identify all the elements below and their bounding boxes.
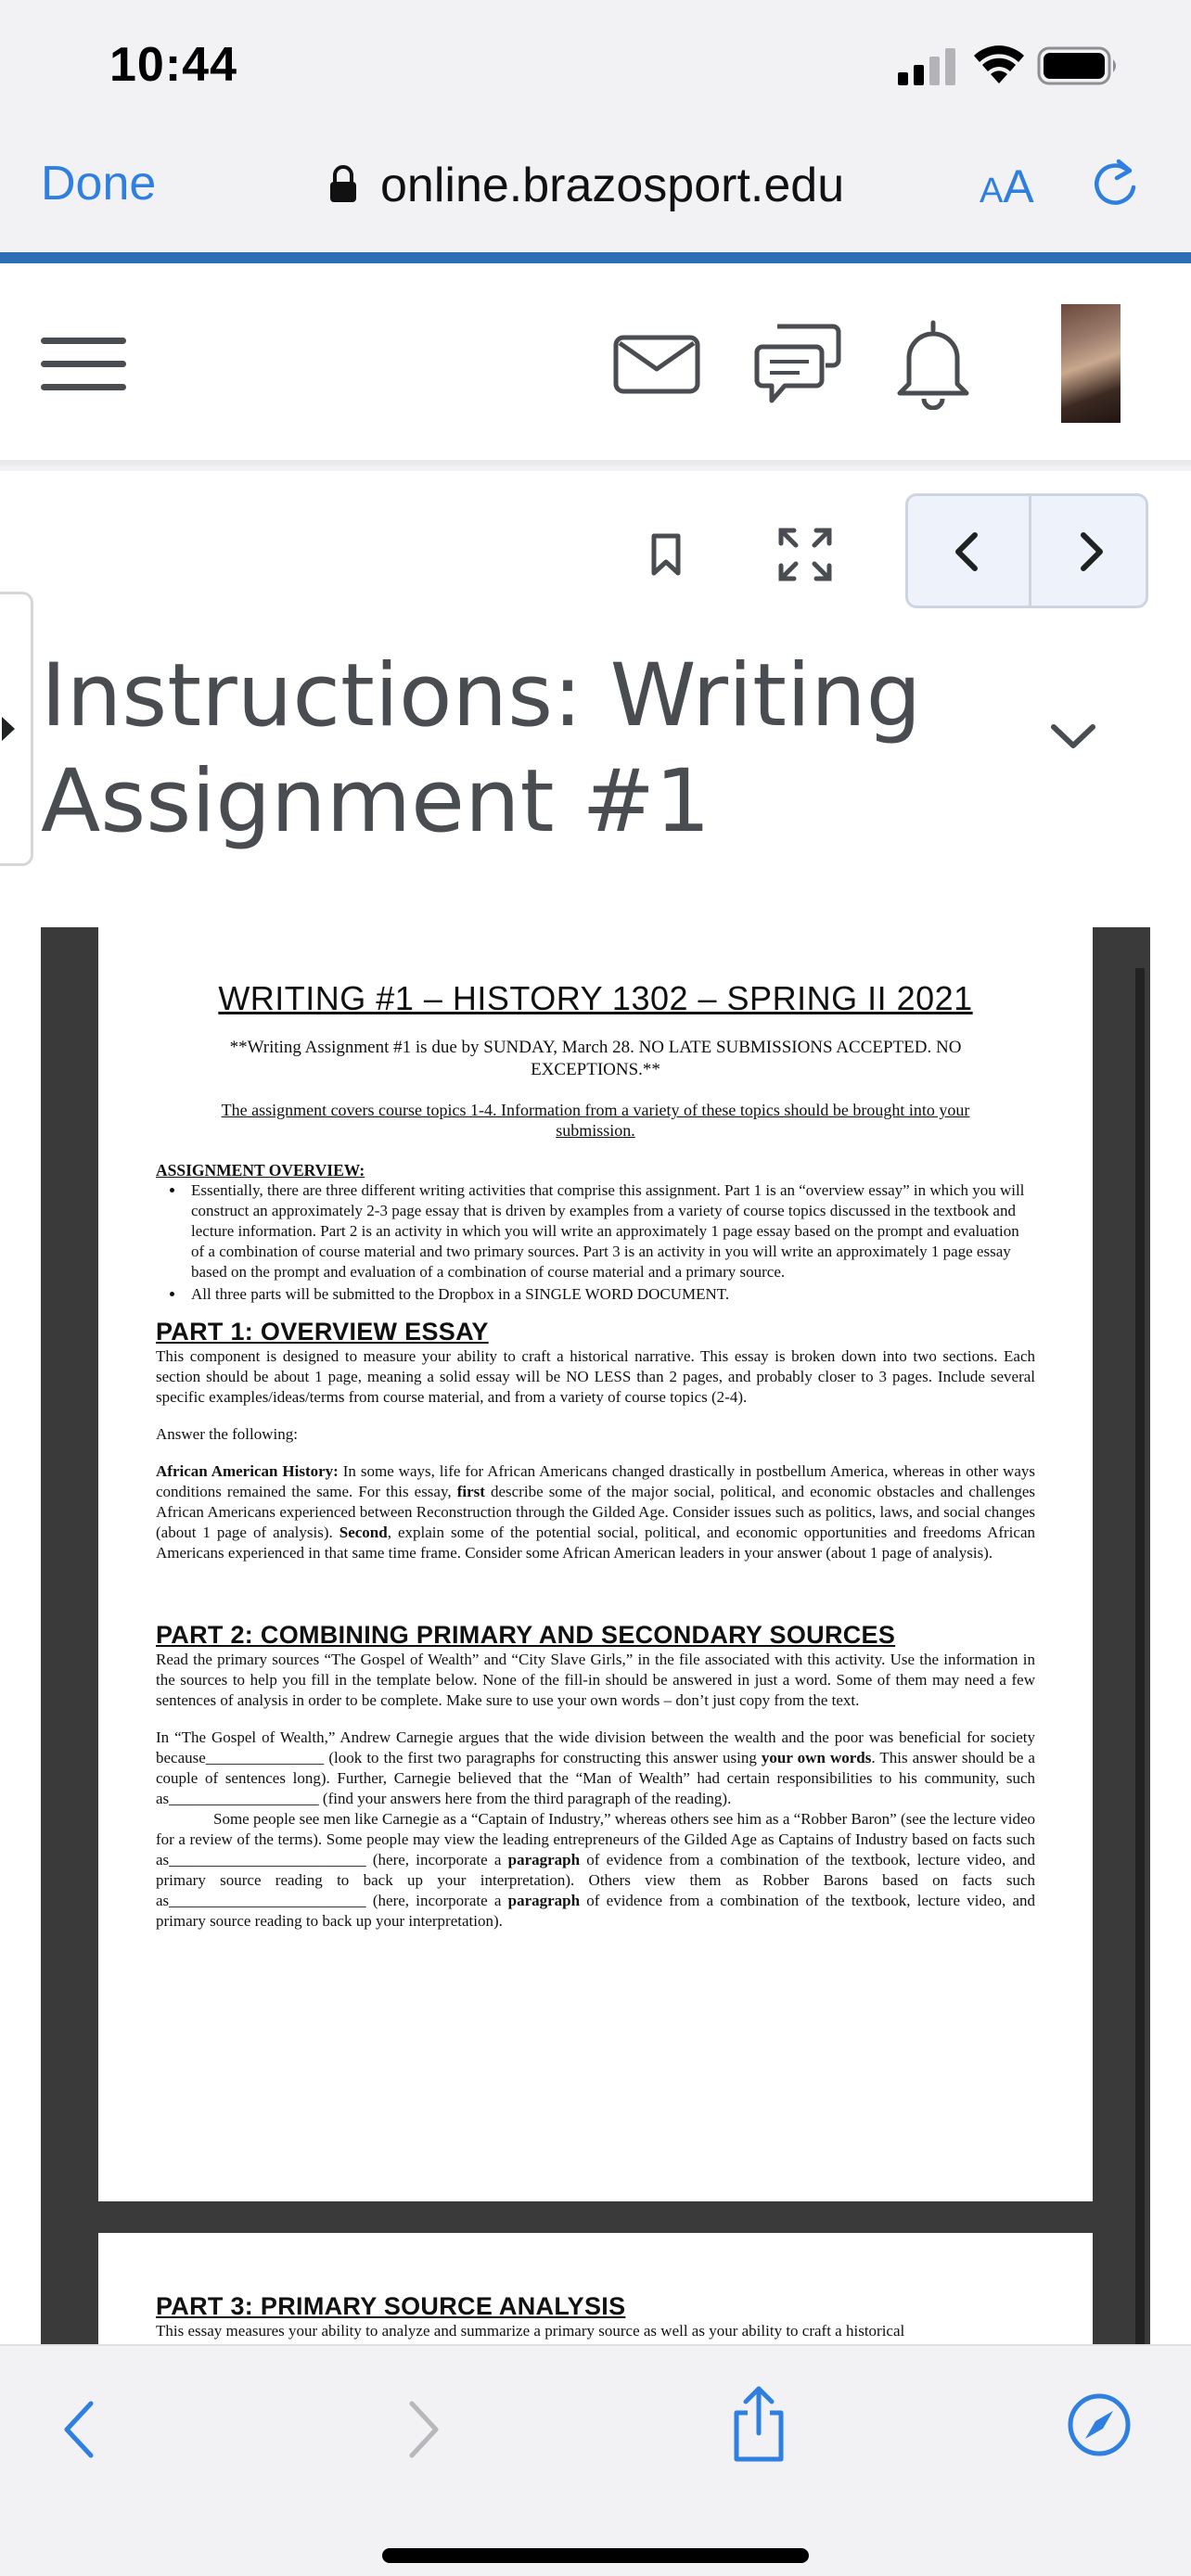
- template-text: Some people see men like Carnegie as a “Captain of Industry,” whereas others see him as a “Robber Baron” (see the lecture video for a review of the terms). Some people may view the leading entrepreneurs of the Gilded Age as Captains of Industry based on facts such as_________________________ (here, incorporate a: [156, 1810, 1035, 1868]
- bookmark-icon[interactable]: [649, 532, 683, 577]
- menu-button[interactable]: [41, 338, 126, 393]
- menu-bar: [41, 361, 126, 367]
- text-size-button[interactable]: [980, 159, 1034, 213]
- overview-list: [186, 1180, 1035, 1305]
- chevron-down-icon[interactable]: [1048, 721, 1098, 753]
- status-bar: [0, 0, 1191, 130]
- lock-icon: [328, 163, 358, 204]
- template-text: of evidence from a combination of the textbook, lecture video, and primary source reading to back up your interpretation).: [156, 1892, 1035, 1930]
- battery-icon: [1037, 46, 1121, 85]
- part3-intro: This essay measures your ability to analyze and summarize a primary source as well as your ability to craft a historical: [156, 2322, 905, 2340]
- part2-template-paragraph: [156, 1728, 1035, 1809]
- home-indicator: [382, 2548, 809, 2563]
- overview-item: • Essentially, there are three different writing activities that comprise this assignment. Part 1 is an “overview essay” in which you will construct an approximately 2-3 page essay that is driven by examples from a variety of course topics discussed in the textbook and lecture information. Part 2 is an activity in which you will write an approximately 1 page essay based on the prompt and evaluation of a combination of course material and two primary sources. Part 3 is an activity in you will write an approximately 1 page essay based on the prompt and evaluation of a combination of course material and a primary source.: [186, 1180, 1035, 1282]
- template-emphasis: paragraph: [507, 1851, 581, 1868]
- part1-prompt: [156, 1461, 1035, 1563]
- overview-item: • All three parts will be submitted to the Dropbox in a SINGLE WORD DOCUMENT.: [186, 1284, 1035, 1305]
- lms-navbar: [0, 263, 1191, 465]
- prompt-text: , explain some of the potential social, political, and economic opportunities and freedoms African Americans experienced in that same time frame. Consider some African American leaders in your answer (about 1 page of analysis).: [156, 1524, 1035, 1562]
- cellular-signal-icon: [898, 48, 957, 85]
- template-emphasis: paragraph: [507, 1892, 581, 1909]
- page-title: Instructions: Writing Assignment #1: [41, 645, 922, 852]
- reload-icon[interactable]: [1091, 158, 1143, 213]
- viewer-scrollbar[interactable]: [1135, 968, 1145, 2344]
- user-avatar[interactable]: [1061, 304, 1121, 423]
- text-size-large-label: A: [1003, 160, 1034, 212]
- bell-icon[interactable]: [894, 317, 972, 410]
- template-emphasis: your own words: [761, 1749, 872, 1766]
- document-viewer[interactable]: [41, 927, 1150, 2344]
- chevron-right-icon: [1072, 531, 1109, 572]
- share-icon[interactable]: [729, 2385, 788, 2463]
- covers-notice: The assignment covers course topics 1-4. Information from a variety of these topics should be brought into your submission.: [221, 1101, 970, 1140]
- part3-heading: PART 3: PRIMARY SOURCE ANALYSIS: [156, 2292, 626, 2320]
- side-panel-toggle[interactable]: [0, 592, 33, 866]
- compass-icon[interactable]: [1067, 2392, 1132, 2457]
- due-notice: **Writing Assignment #1 is due by SUNDAY, March 28. NO LATE SUBMISSIONS ACCEPTED. NO EXCEPTIONS.**: [229, 1038, 962, 1079]
- browser-bottom-toolbar: [0, 2344, 1191, 2576]
- text-size-small-label: A: [980, 172, 1004, 210]
- template-text: . This answer should be a couple of sentences long). Further, Carnegie believed that the “Man of Wealth” had certain responsibilities to his community, such as___________________ (find your answers here from the third paragraph of the reading).: [156, 1749, 1035, 1807]
- wifi-icon: [972, 45, 1026, 85]
- part2-intro: Read the primary sources “The Gospel of Wealth” and “City Slave Girls,” in the file associated with this activity. Use the information in the sources to help you fill in the template below. None of the fill-in should be answered in just a word. Some of them may need a few sentences of analysis in order to be complete. Make sure to use your own words – don’t just copy from the text.: [156, 1651, 1035, 1709]
- prompt-text: describe some of the major social, political, and economic obstacles and challenges African Americans experienced between Reconstruction through the Gilded Age. Consider issues such as politics, laws, and social changes (about 1 page of analysis).: [156, 1483, 1035, 1541]
- prompt-second: Second: [339, 1524, 388, 1541]
- prompt-label: African American History:: [156, 1462, 339, 1480]
- topic-pager: [905, 493, 1148, 608]
- prompt-first: first: [456, 1483, 485, 1500]
- document-page: [98, 927, 1093, 2201]
- status-time: 10:44: [109, 38, 237, 92]
- template-text: In “The Gospel of Wealth,” Andrew Carnegie argues that the wide division between the wealth and the poor was beneficial for society because_______________ (look to the first two paragraphs for constructing this answer using: [156, 1728, 1035, 1766]
- brand-divider: [0, 252, 1191, 263]
- previous-topic-button[interactable]: [908, 496, 1029, 606]
- next-topic-button[interactable]: [1031, 496, 1148, 606]
- mail-icon[interactable]: [612, 334, 701, 395]
- part2-template-paragraph: [156, 1809, 1035, 1932]
- fullscreen-icon[interactable]: [777, 527, 833, 582]
- content-area: [0, 471, 1191, 2344]
- part1-intro: This component is designed to measure your ability to craft a historical narrative. This essay is broken down into two sections. Each section should be about 1 page, meaning a solid essay will be NO LESS than 2 pages, and probably closer to 3 pages. Include several specific examples/ideas/terms from course material, and from a variety of course topics (2-4).: [156, 1347, 1035, 1406]
- browser-top-bar: [0, 130, 1191, 252]
- done-button[interactable]: Done: [41, 157, 157, 210]
- chat-icon[interactable]: [753, 319, 842, 408]
- template-text: of evidence from a combination of the textbook, lecture video, and primary source reading to back up your interpretation). Others view them as Robber Barons based on facts such as_________________________ (here, incorporate a: [156, 1851, 1035, 1909]
- url-address[interactable]: online.brazosport.edu: [380, 159, 845, 212]
- part2-heading: PART 2: COMBINING PRIMARY AND SECONDARY SOURCES: [156, 1621, 896, 1649]
- forward-arrow-icon[interactable]: [404, 2400, 442, 2459]
- chevron-left-icon: [949, 531, 986, 572]
- part1-heading: PART 1: OVERVIEW ESSAY: [156, 1318, 489, 1345]
- answer-label: Answer the following:: [156, 1425, 298, 1443]
- document-heading: WRITING #1 – HISTORY 1302 – SPRING II 2021: [218, 979, 973, 1017]
- back-arrow-icon[interactable]: [61, 2400, 98, 2459]
- caret-right-icon: [0, 715, 19, 743]
- menu-bar: [41, 338, 126, 344]
- document-page: [98, 2233, 1093, 2344]
- prompt-text: In some ways, life for African Americans changed drastically in postbellum America, whereas in other ways conditions remained the same. For this essay,: [156, 1462, 1036, 1500]
- overview-heading: ASSIGNMENT OVERVIEW:: [156, 1161, 365, 1180]
- menu-bar: [41, 384, 126, 390]
